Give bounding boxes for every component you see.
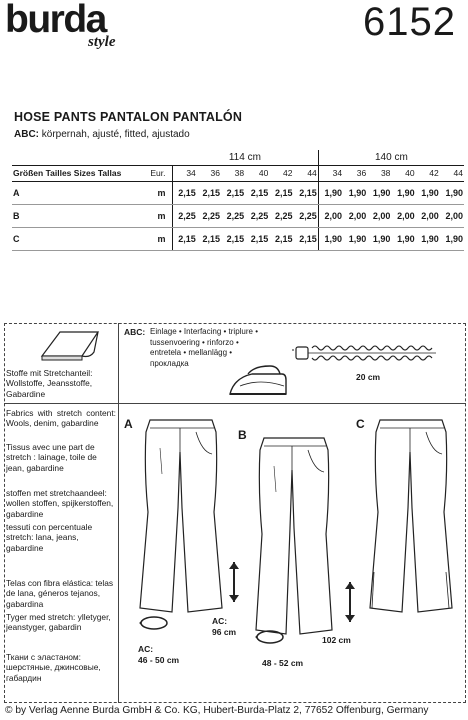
hem-width-ac-value: 46 - 50 cm [138,654,180,665]
yardage-cell: 2,15 [221,227,245,250]
pattern-number: 6152 [363,0,456,44]
row-unit: m [140,204,172,227]
yardage-cell: 1,90 [318,181,343,204]
brand-logo: burda [5,0,106,41]
fabric-text-de: Stoffe mit Stretchanteil: Wollstoffe, Jeansstoffe, Gabardine [6,368,93,399]
size-cell: 34 [318,165,343,181]
yardage-cell: 2,15 [293,227,318,250]
size-cell: 36 [343,165,367,181]
length-arrow-b-icon [344,580,356,624]
yardage-cell: 1,90 [367,227,391,250]
size-cell: 42 [269,165,293,181]
length-b-value: 102 cm [322,635,351,645]
yardage-cell: 2,00 [343,204,367,227]
yardage-cell: 2,15 [269,227,293,250]
zipper-icon [292,340,442,366]
yardage-cell: 2,15 [293,181,318,204]
yardage-cell: 2,00 [367,204,391,227]
yardage-cell: 2,00 [440,204,464,227]
size-header-row [12,165,464,181]
fabric-width-114: 114 cm [172,150,318,165]
size-cell: 44 [440,165,464,181]
yardage-cell: 2,15 [221,181,245,204]
row-divider [4,403,466,404]
yardage-cell: 2,15 [197,227,221,250]
hem-circle-ac-icon [138,614,170,632]
yardage-cell: 2,15 [245,227,269,250]
garment-title: HOSE PANTS PANTALON PANTALÓN [14,110,243,124]
yardage-cell: 2,25 [172,204,197,227]
length-ac-value: 96 cm [212,626,237,637]
hem-width-ac-label: AC: [138,644,154,654]
fabric-text-en: Fabrics with stretch content: Wools, denim, gabardine [6,408,116,429]
size-cell: 38 [221,165,245,181]
copyright-line: © by Verlag Aenne Burda GmbH & Co. KG, Hubert-Burda-Platz 2, 77652 Offenburg, Germany [5,705,429,716]
pants-illustration-a [136,412,226,618]
size-cell: 38 [367,165,391,181]
yardage-cell: 1,90 [416,227,440,250]
length-arrow-ac-icon [228,560,240,604]
row-unit: m [140,181,172,204]
fit-description [14,129,190,140]
width-row [12,150,464,165]
size-cell: 40 [391,165,415,181]
fabric-text-da: Tyger med stretch: ylletyger, jeanstyger, gabardin [6,612,111,633]
yardage-cell: 1,90 [440,181,464,204]
yardage-cell: 2,00 [416,204,440,227]
size-cell: 40 [245,165,269,181]
fabric-text-nl: stoffen met stretchaandeel: wollen stoffen, spijkerstoffen, gabardine [6,488,114,519]
yardage-cell: 2,15 [172,227,197,250]
size-header-unit: Eur. [140,165,172,181]
interfacing-line: Einlage • Interfacing • triplure • [150,327,259,336]
yardage-cell: 2,15 [197,181,221,204]
row-unit: m [140,227,172,250]
length-ac [212,616,236,637]
yardage-cell: 2,00 [391,204,415,227]
length-ac-label: AC: [212,616,228,626]
pants-illustration-b [252,430,336,638]
yardage-cell: 2,15 [172,181,197,204]
yardage-table [12,150,464,251]
yardage-cell: 1,90 [318,227,343,250]
hem-width-b-value: 48 - 52 cm [262,658,304,668]
fabric-width-140: 140 cm [318,150,464,165]
yardage-cell: 1,90 [343,227,367,250]
yardage-cell: 2,25 [269,204,293,227]
size-cell: 36 [197,165,221,181]
yardage-cell: 2,25 [245,204,269,227]
table-row [12,181,464,204]
fabric-text-fr: Tissus avec une part de stretch : lainage, toile de jean, gabardine [6,442,97,473]
hem-circle-b-icon [254,628,286,646]
size-cell: 44 [293,165,318,181]
view-label-b: B [238,428,247,442]
yardage-cell: 1,90 [440,227,464,250]
iron-icon [226,364,290,398]
yardage-cell: 2,25 [221,204,245,227]
row-view-label: B [12,204,140,227]
yardage-cell: 2,25 [197,204,221,227]
hem-width-ac [138,644,179,665]
yardage-cell: 2,00 [318,204,343,227]
fabric-text-ru: Ткани с эластаном: шерстяные, джинсовые, габардин [6,652,101,683]
interfacing-line: tussenvoering • rinforzo • [150,337,239,347]
table-row [12,227,464,250]
row-view-label: A [12,181,140,204]
yardage-cell: 1,90 [416,181,440,204]
view-label-a: A [124,417,133,431]
view-label-c: C [356,417,365,431]
interfacing-line: прокладка [150,358,189,368]
yardage-cell: 2,15 [245,181,269,204]
size-cell: 34 [172,165,197,181]
interfacing-line: entretela • mellanlägg • [150,348,233,357]
yardage-cell: 2,15 [269,181,293,204]
brand-sub-logo: style [88,34,116,50]
notions-views-label: ABC: [124,327,146,337]
fabric-text-es: Telas con fibra elástica: telas de lana, géneros tejanos, gabardina [6,578,114,609]
yardage-cell: 2,25 [293,204,318,227]
zip-length: 20 cm [356,372,381,382]
fit-views: ABC: [14,129,39,140]
fabric-swatch-icon [38,326,102,364]
width-row-blank [12,150,172,165]
yardage-cell: 1,90 [391,181,415,204]
fabric-text-it: tessuti con percentuale stretch: lana, jeans, gabardine [6,522,93,553]
column-divider [118,323,119,703]
pants-illustration-c [366,412,456,618]
table-row [12,204,464,227]
yardage-cell: 1,90 [343,181,367,204]
size-header-label: Größen Tailles Sizes Tallas [12,165,140,181]
fit-text: körpernah, ajusté, fitted, ajustado [41,129,190,140]
yardage-cell: 1,90 [391,227,415,250]
yardage-cell: 1,90 [367,181,391,204]
row-view-label: C [12,227,140,250]
size-cell: 42 [416,165,440,181]
interfacing-text [150,327,258,369]
